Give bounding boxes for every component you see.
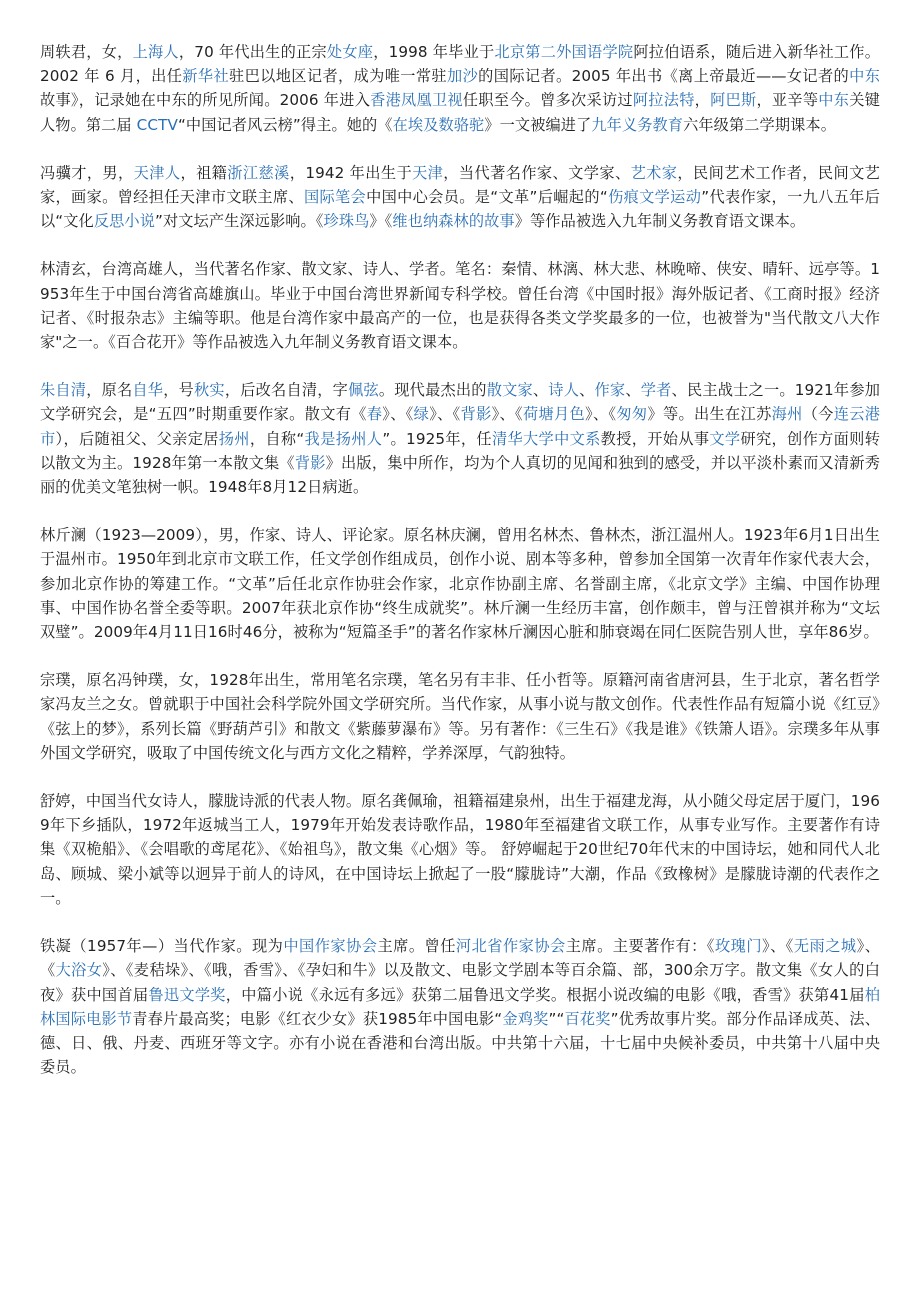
inline-link[interactable]: 处女座 [326, 43, 374, 61]
text-run: ”。1925年，任 [382, 429, 492, 448]
inline-link[interactable]: 鲁迅文学奖 [148, 985, 226, 1004]
text-run: ，原名 [86, 381, 133, 400]
text-run: 》、《麦秸垛》、《哦，香雪》、《孕妇和牛》以及散文、电影文学剧本等百余篇、部，300余万字。散文集《女人的白夜》获中国首届 [40, 961, 880, 1004]
text-run: ，民间艺术工作者，民间文艺家，画家。曾经担任天津市文联主席、 [40, 163, 880, 207]
inline-link[interactable]: 阿拉法特 [632, 91, 695, 110]
text-run: 。现代最杰出的 [378, 381, 487, 400]
inline-link[interactable]: 维也纳森林的故事 [392, 212, 515, 231]
inline-link[interactable]: 天津人 [133, 163, 181, 182]
text-run: 周轶君，女， [40, 43, 133, 61]
inline-link[interactable]: 散文家 [486, 381, 533, 400]
text-run: 阿拉伯语系，随后进入新华社工作。2002 年 6 月，出任 [40, 43, 881, 86]
text-run: ，后改名自清，字 [224, 381, 349, 400]
inline-link[interactable]: 春 [366, 405, 383, 424]
paragraph-gap [40, 644, 880, 668]
paragraph-gap [40, 137, 880, 161]
text-run: 冯骥才，男， [40, 163, 134, 182]
inline-link[interactable]: CCTV [136, 115, 178, 134]
bio-zong-pu [40, 668, 880, 765]
text-run: ，号 [163, 381, 195, 400]
text-run: 教授，开始从事 [600, 429, 710, 448]
text-run: 中国中心会员。是“文革”后崛起的“ [366, 188, 608, 207]
text-run: ，亚辛等 [756, 91, 819, 110]
inline-link[interactable]: 自华 [132, 381, 164, 400]
inline-link[interactable]: 扬州 [218, 429, 250, 448]
text-run: 、 [579, 381, 595, 400]
inline-link[interactable]: 金鸡奖 [502, 1009, 549, 1028]
text-run: 驻巴以地区记者，成为唯一常驻 [229, 67, 448, 86]
inline-link[interactable]: 新华社 [182, 67, 230, 86]
inline-link[interactable]: 阿巴斯 [710, 91, 757, 110]
inline-link[interactable]: 反思小说 [93, 212, 155, 231]
inline-link[interactable]: 中东 [818, 91, 850, 110]
inline-link[interactable]: 北京第二外国语学院 [494, 43, 634, 61]
text-run: 》、《 [429, 405, 461, 424]
text-run: ，中篇小说《永远有多远》获第二届鲁迅文学奖。根据小说改编的电影《哦，香雪》获第41届 [225, 985, 865, 1004]
text-run: 》出版，集中所作，均为个人真切的见闻和独到的感受，并以平淡朴素而又清新秀丽的优美文笔独树一帜。1948年8月12日病逝。 [40, 453, 881, 497]
text-run: 》、《 [40, 937, 880, 980]
inline-link[interactable]: 秋实 [194, 381, 225, 400]
inline-link[interactable]: 百花奖 [564, 1009, 611, 1028]
text-run: 林清玄，台湾高雄人，当代著名作家、散文家、诗人、学者。笔名：秦情、林漓、林大悲、林晚啼、侠安、晴轩、远亭等。1953年生于中国台湾省高雄旗山。毕业于中国台湾世界新闻专科学校。曾任台湾《中国时报》海外版记者、《工商时报》经济记者、《时报杂志》主编等职。他是台湾作家中最高产的一位，也是获得各类文学奖最多的一位，也被誉为"当代散文八大作家"之一。《百合花开》等作品被选入九年制义务教育语文课本。 [40, 260, 880, 352]
text-run: ”对文坛产生深远影响。《 [155, 212, 324, 231]
inline-link[interactable]: 作家 [594, 381, 626, 400]
inline-link[interactable]: 在埃及数骆驼 [392, 115, 485, 134]
paragraph-gap [40, 354, 880, 378]
inline-link[interactable]: 中国作家协会 [283, 937, 378, 956]
inline-link[interactable]: 中东 [849, 67, 880, 86]
text-run: 舒婷，中国当代女诗人，朦胧诗派的代表人物。原名龚佩瑜，祖籍福建泉州，出生于福建龙海，从小随父母定居于厦门，1969年下乡插队，1972年返城当工人，1979年开始发表诗歌作品，1980年至福建省文联工作，从事专业写作。主要著作有诗集《双桅船》、《会唱歌的鸢尾花》、《始祖鸟》，散文集《心烟》等。 舒婷崛起于20世纪70年代末的中国诗坛，她和同代人北岛、顾城、梁小斌等以迥异于前人的诗风，在中国诗坛上掀起了一股“朦胧诗”大潮，作品《致橡树》是朦胧诗潮的代表作之一。 [40, 792, 880, 907]
text-run: 宗璞，原名冯钟璞，女，1928年出生，常用笔名宗璞，笔名另有丰非、任小哲等。原籍河南省唐河县，生于北京，著名哲学家冯友兰之女。曾就职于中国社会科学院外国文学研究所。当代作家，从事小说与散文创作。代表性作品有短篇小说《红豆》《弦上的梦》，系列长篇《野葫芦引》和散文《紫藤萝瀑布》等。另有著作：《三生石》《我是谁》《铁箫人语》。宗璞多年从事外国文学研究，吸取了中国传统文化与西方文化之精粹，学养深厚，气韵独特。 [40, 671, 880, 762]
text-run: 主席。主要著作有：《 [565, 937, 715, 956]
text-run: 、民主战士之一。1921年参加文学研究会，是“五四”时期重要作家。散文有《 [40, 381, 881, 424]
inline-link[interactable]: 诗人 [548, 381, 580, 400]
text-run: 任职至今。曾多次采访过 [462, 91, 633, 110]
inline-link[interactable]: 我是扬州人 [304, 429, 383, 448]
text-run: ，祖籍 [180, 163, 228, 182]
paragraph-gap [40, 233, 880, 257]
text-run: “中国记者风云榜”得主。她的《 [177, 115, 393, 134]
inline-link[interactable]: 伤痕文学运动 [607, 188, 702, 207]
text-run: 》《 [369, 212, 393, 231]
text-run: 》、《 [762, 937, 794, 956]
inline-link[interactable]: 荷塘月色 [522, 405, 586, 424]
inline-link[interactable]: 九年义务教育 [591, 115, 684, 134]
text-run: 研究，创作方面则转以散文为主。1928年第一本散文集《 [40, 429, 880, 472]
text-run: 》、《 [585, 405, 617, 424]
inline-link[interactable]: 珍珠鸟 [323, 212, 370, 231]
text-run: ”“ [548, 1009, 565, 1028]
bio-feng-jicai [40, 161, 880, 234]
paragraph-gap [40, 499, 880, 523]
text-run: ”代表作家，一九八五年后以“文化 [40, 188, 880, 231]
text-run: 青春片最高奖；电影《红衣少女》获1985年中国电影“ [132, 1009, 503, 1028]
bio-lin-qingxuan [40, 257, 880, 354]
inline-link[interactable]: 背影 [294, 453, 326, 472]
text-run: ），后随祖父、父亲定居 [55, 429, 219, 448]
text-run: 》等。出生在江苏 [647, 405, 772, 424]
text-run: ，当代著名作家、文学家、 [443, 163, 631, 182]
inline-link[interactable]: 文学 [709, 429, 741, 448]
text-run: 》一文被编进了 [484, 115, 592, 134]
text-run: 》、《 [491, 405, 523, 424]
inline-link[interactable]: 海州 [771, 405, 803, 424]
text-run: ，1942 年出生于 [289, 163, 413, 182]
inline-link[interactable]: 清华大学中文系 [491, 429, 601, 448]
text-run: 铁凝（1957年—）当代作家。现为 [40, 937, 284, 956]
text-run: 故事》，记录她在中东的所见所闻。2006 年进入 [40, 91, 371, 110]
inline-link[interactable]: 大浴女 [55, 961, 103, 980]
inline-link[interactable]: 学者 [640, 381, 672, 400]
text-run: 主席。曾任 [377, 937, 456, 956]
inline-link[interactable]: 天津 [412, 163, 444, 182]
text-run: 关键人物。第二届 [40, 91, 880, 134]
inline-link[interactable]: 连云港市 [40, 405, 881, 448]
text-run: 、 [625, 381, 641, 400]
bio-tie-ning [40, 934, 880, 1079]
bio-zhu-ziqing [40, 378, 880, 499]
text-run: 林斤澜（1923—2009），男，作家、诗人、评论家。原名林庆澜，曾用名林杰、鲁林杰，浙江温州人。1923年6月1日出生于温州市。1950年到北京市文联工作，任文学创作组成员，创作小说、剧本等多种，曾参加全国第一次青年作家代表大会，参加北京作协的筹建工作。“文革”后任北京作协驻会作家，北京作协副主席、名誉副主席，《北京文学》主编、中国作协理事、中国作协名誉全委等职。2007年获北京作协“终生成就奖”。林斤澜一生经历丰富，创作颇丰，曾与汪曾祺并称为“文坛双璧”。2009年4月11日16时46分，被称为“短篇圣手”的著名作家林斤澜因心脏和肺衰竭在同仁医院告别人世，享年86岁。 [40, 526, 880, 642]
inline-link[interactable]: 朱自清 [40, 381, 87, 400]
inline-link[interactable]: 国际笔会 [303, 188, 367, 207]
bio-lin-jinlan [40, 523, 880, 644]
inline-link[interactable]: 背影 [460, 405, 492, 424]
inline-link[interactable]: 佩弦 [348, 381, 379, 400]
inline-link[interactable]: 柏林国际电影节 [40, 985, 881, 1028]
inline-link[interactable]: 上海人 [132, 43, 179, 61]
inline-link[interactable]: 香港凤凰卫视 [370, 91, 463, 110]
inline-link[interactable]: 无雨之城 [793, 937, 857, 956]
inline-link[interactable]: 玫瑰门 [714, 937, 763, 956]
inline-link[interactable]: 匆匆 [616, 405, 648, 424]
paragraph-gap [40, 765, 880, 789]
text-run: 六年级第二学期课本。 [683, 115, 836, 134]
bio-shu-ting [40, 789, 880, 910]
bio-zhou-yijun [40, 40, 880, 137]
text-run: ，70 年代出生的正宗 [178, 43, 327, 61]
text-run: （今 [802, 405, 834, 424]
text-run: ”优秀故事片奖。部分作品译成英、法、德、日、俄、丹麦、西班牙等文字。亦有小说在香港和台湾出版。中共第十六届，十七届中央候补委员，中共第十八届中央委员。 [40, 1009, 880, 1077]
text-run: 》等作品被选入九年制义务教育语文课本。 [514, 212, 806, 231]
text-run: 的国际记者。2005 年出书《离上帝最近——女记者的 [478, 67, 850, 86]
text-run: 、 [532, 381, 549, 400]
inline-link[interactable]: 艺术家 [630, 163, 678, 182]
text-run: ，自称“ [249, 429, 305, 448]
inline-link[interactable]: 绿 [413, 405, 430, 424]
text-run: ， [694, 91, 711, 110]
text-run: 》、《 [382, 405, 414, 424]
inline-link[interactable]: 河北省作家协会 [455, 937, 566, 956]
text-run: ，1998 年毕业于 [373, 43, 495, 61]
inline-link[interactable]: 加沙 [447, 67, 479, 86]
inline-link[interactable]: 浙江慈溪 [227, 163, 290, 182]
paragraph-gap [40, 910, 880, 934]
